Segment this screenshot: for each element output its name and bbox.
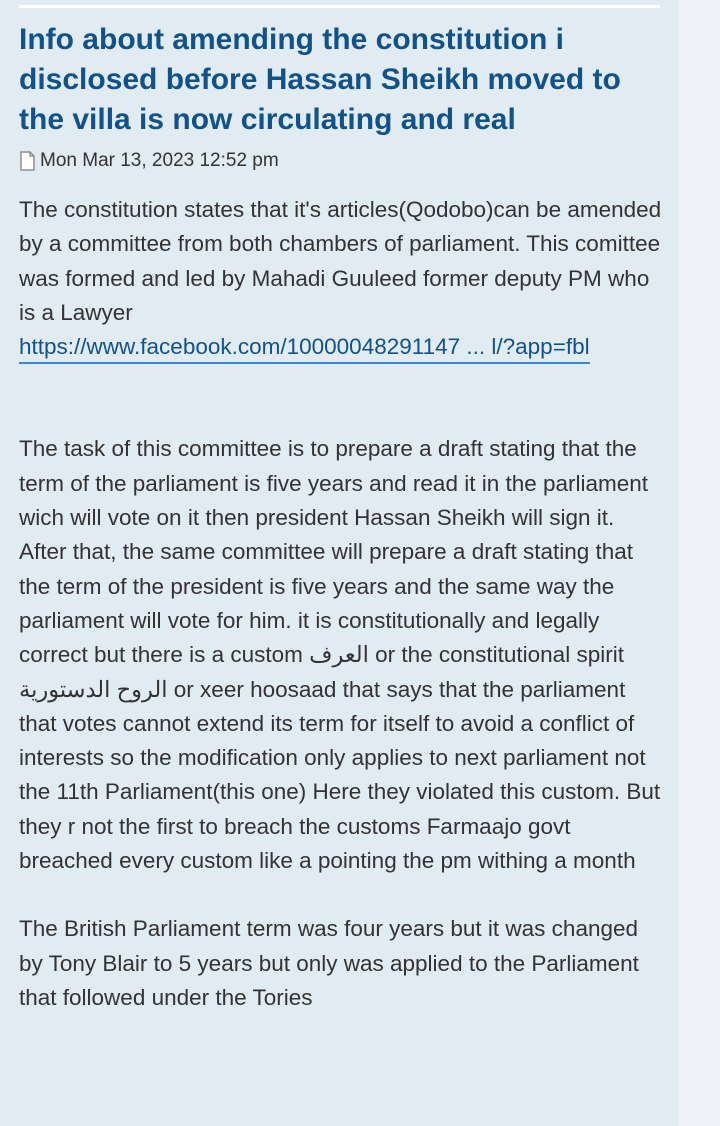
post-title[interactable]: Info about amending the constitution i disclosed before Hassan Sheikh moved to the villa is now circulating and real — [19, 23, 621, 136]
paragraph-constitution: The constitution states that it's articles(Qodobo)can be amended by a committee from both chambers of parliament. This comittee was formed and led by Mahadi Guuleed former deputy PM who is a Lawyer — [19, 197, 662, 325]
post-meta — [19, 149, 279, 173]
paragraph-committee-task: The task of this committee is to prepare a draft stating that the term of the parliament is five years and read it in the parliament wich will vote on it then president Hassan Sheikh will sign it. After that, the same committee will prepare a draft stating that the term of the president is five years and the same way the parliament will vote for him. it is constitutionally and legally correct but there is a custom العرف or the constitutional spirit الروح الدستورية or xeer hoosaad that says that the parliament that votes cannot extend its term for itself to avoid a conflict of interests so the modification only applies to next parliament not the 11th Parliament(this one) Here they violated this custom. But they r not the first to breach the customs Farmaajo govt breached every custom like a pointing the pm withing a month — [19, 436, 661, 874]
facebook-link[interactable]: https://www.facebook.com/10000048291147 ... l/?app=fbl — [19, 332, 590, 364]
paragraph-british-parliament: The British Parliament term was four years but it was changed by Tony Blair to 5 years but only was applied to the Parliament that followed under the Tories — [19, 916, 639, 1010]
post-timestamp: Mon Mar 13, 2023 12:52 pm — [40, 150, 279, 171]
sidebar-strip — [678, 0, 720, 1126]
divider — [19, 5, 660, 8]
post-icon[interactable] — [19, 151, 36, 171]
post-content — [19, 193, 664, 1015]
spacer — [19, 364, 664, 432]
spacer — [19, 878, 664, 912]
